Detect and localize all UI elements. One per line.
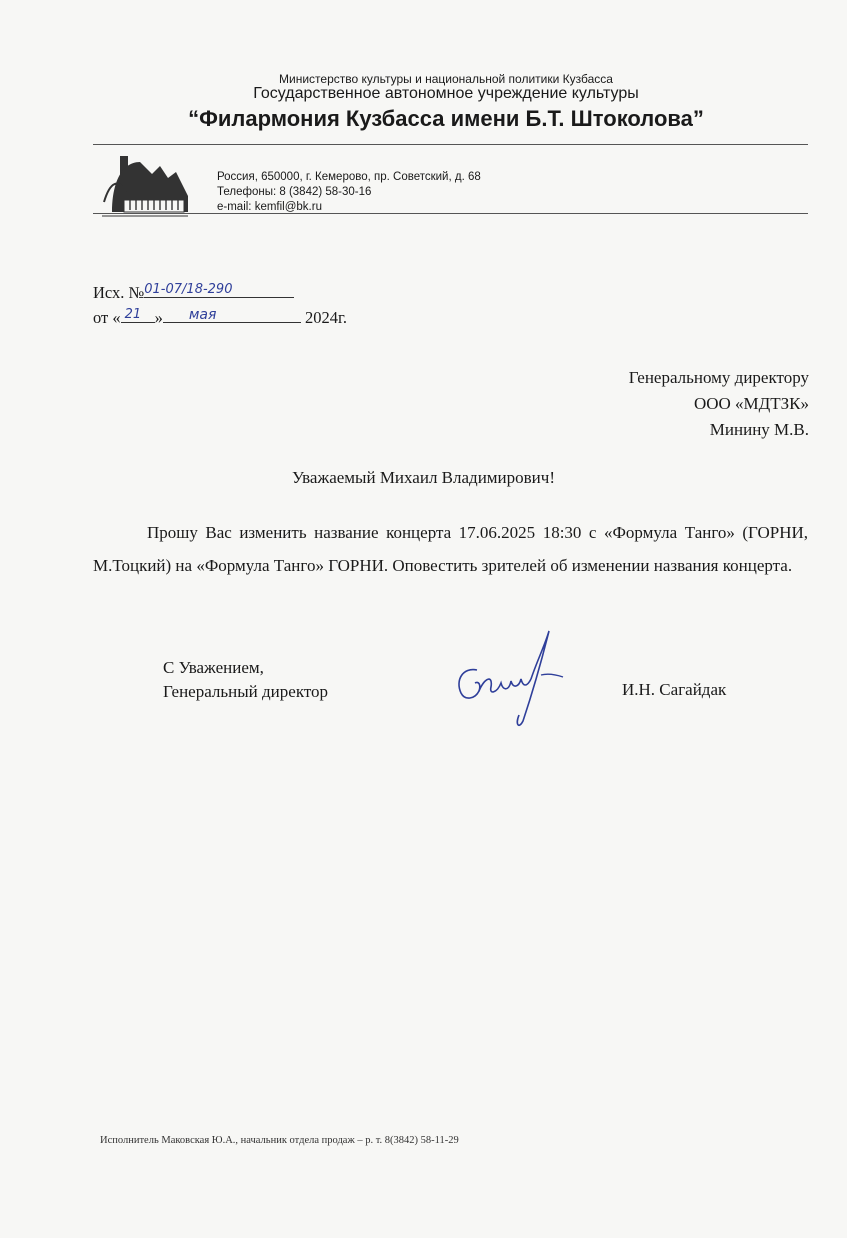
date-day-handwritten: 21: [124, 307, 142, 322]
outgoing-number-line: [93, 280, 294, 303]
signer-name: И.Н. Сагайдак: [622, 680, 727, 699]
year-suffix: 2024г.: [305, 308, 348, 327]
closing-position: Генеральный директор: [163, 682, 329, 701]
addressee-position: Генеральному директору: [628, 368, 809, 387]
date-day-field: [121, 305, 155, 323]
email-line: e-mail: kemfil@bk.ru: [217, 201, 322, 213]
date-line: [93, 305, 347, 328]
greeting: Уважаемый Михаил Владимирович!: [291, 468, 555, 487]
executor-footer: Исполнитель Маковская Ю.А., начальник отдела продаж – р. т. 8(3842) 58-11-29: [100, 1135, 459, 1146]
closing-block: [163, 656, 328, 704]
addressee-name: Минину М.В.: [709, 420, 809, 439]
letter-body: Прошу Вас изменить название концерта 17.06.2025 18:30 с «Формула Танго» (ГОРНИ, М.Тоцкий) на «Формула Танго» ГОРНИ. Оповестить зрителей об изменении названия концерта.: [93, 523, 808, 575]
header-top-rule: [93, 144, 808, 145]
ministry-name: Министерство культуры и национальной политики Кузбасса: [279, 72, 613, 86]
addressee-company: ООО «МДТЗК»: [693, 394, 809, 413]
date-month-field: [163, 305, 301, 323]
outgoing-number-field: [144, 280, 294, 298]
header-bottom-rule: [93, 213, 808, 214]
address-line: Россия, 650000, г. Кемерово, пр. Советский, д. 68: [217, 171, 481, 183]
addressee-block: [629, 365, 809, 443]
closing-regards: С Уважением,: [163, 658, 264, 677]
date-prefix: от «: [93, 308, 121, 327]
outgoing-number-label: Исх. №: [93, 283, 145, 302]
date-mid: »: [154, 308, 163, 327]
handwritten-signature-icon: [445, 625, 580, 735]
date-month-handwritten: мая: [188, 307, 217, 323]
philharmonic-piano-logo-icon: [100, 152, 190, 220]
institution-type: Государственное автономное учреждение культуры: [253, 85, 639, 102]
institution-name: “Филармония Кузбасса имени Б.Т. Штоколова”: [188, 106, 704, 131]
phones-line: Телефоны: 8 (3842) 58-30-16: [217, 186, 372, 198]
outgoing-number-handwritten: 01-07/18-290: [144, 282, 233, 297]
